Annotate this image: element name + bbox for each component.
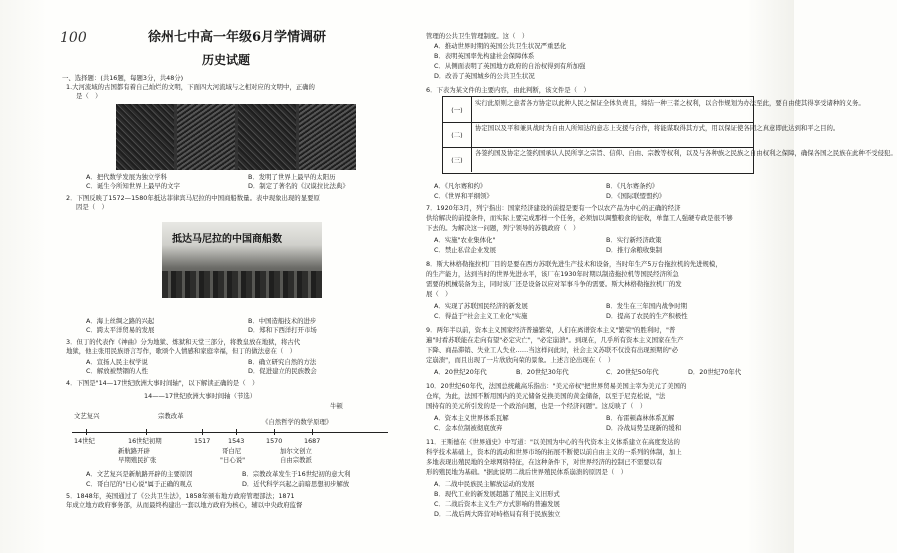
q11-option-b: B．现代工业的新发展超越了殖民主义旧形式: [434, 490, 560, 498]
q11-stem: 11．王斯德在《世界通史》中写道："以美国为中心的当代资本主义体系建立在高度发达的: [426, 438, 680, 446]
q9-option-b: B．20世纪30年代: [516, 368, 569, 376]
q7-option-a: A．实施"农业集体化": [434, 236, 496, 244]
timeline-year: 14世纪: [74, 437, 95, 445]
q5-option-b: B．表明英国率先构建社会保障体系: [434, 52, 535, 60]
q8-option-b: B．发生在三年国内战争时期: [606, 302, 688, 310]
q8-stem: 展（ ）: [426, 290, 452, 298]
q9-stem: 遍"时看苏联能在走向有望"必定灾亡"，"必定崩溃"。到现在，几乎所有资本主义国家在生产: [426, 336, 684, 344]
q10-option-a: A．资本主义世界体系瓦解: [434, 414, 509, 422]
timeline-event: 宗教改革: [158, 412, 184, 420]
q10-option-d: D．冷战局势呈现新的缓和: [606, 424, 682, 432]
q8-option-d: D．提高了农民的生产积极性: [606, 312, 688, 320]
q2-option-d: D．郑和下西洋打开市场: [248, 326, 317, 334]
q9-stem: 9．两年半以前，资本主义国家经济普遍繁荣，人们在离谱资本主义"繁荣"的胜利时，"普: [426, 326, 676, 334]
timeline-label: 牛顿: [330, 402, 343, 410]
q5-option-c: C．从侧面表明了英国地方政府的自治权得到有所加强: [434, 62, 586, 70]
timeline-event: 新航路开辟: [118, 447, 150, 455]
timeline-axis: [72, 432, 388, 433]
q6-option-a: A．《凡尔赛和约》: [434, 182, 487, 190]
q5-stem: 年成立地方政府事务部，从而最终构建出一套以地方政府为核心，辅以中央政府监督: [66, 501, 303, 509]
q10-option-c: C．金本位制被彻底放弃: [434, 424, 503, 432]
q8-option-c: C．得益于"社会主义工业化"实施: [434, 312, 528, 320]
q1-option-d: D．制定了著名的《汉谟拉比法典》: [248, 182, 349, 190]
exam-subtitle: 历史试题: [202, 53, 251, 67]
timeline-year: 1517: [194, 437, 211, 445]
q2-option-c: C．跨太平洋贸易的发展: [86, 326, 155, 334]
q1-stem: 是（ ）: [76, 92, 102, 100]
q11-option-c: C．二战后资本主义生产方式影响的普遍发展: [434, 500, 560, 508]
q5-stem-cont: 管理的公共卫生管理制度。这（ ）: [426, 32, 529, 40]
q6-option-d: D．《国际联盟盟约》: [606, 192, 666, 200]
timeline-tick: [312, 429, 313, 435]
q1-river-photos: [116, 104, 356, 170]
q7-option-d: D．推行余粮收集制: [606, 246, 663, 254]
q8-option-a: A．实现了苏联国民经济的新发展: [434, 302, 528, 310]
timeline-event: "日心说": [220, 456, 246, 464]
timeline-tick: [86, 429, 87, 435]
q7-stem: 7．1920年3月，列宁指出：国家经济建设的前提是要有一个以农产品为中心的正确的经济: [426, 204, 681, 212]
q4-option-c: C．哥白尼的"日心说"属于正确的观点: [86, 480, 193, 488]
timeline-event: 自由宗教派: [280, 456, 312, 464]
timeline-event: 文艺复兴: [74, 412, 100, 420]
q9-stem: 下降、商品滞销、失业工人失业……当这样问此时，社会主义苏联不仅没有出现预期的"必: [426, 346, 679, 354]
q2-stem: 2．下图反映了1572—1580年抵达菲律宾马尼拉的中国商船数量。表中现象出现的显要原: [66, 194, 320, 202]
q7-stem: 下去的。为解决这一问题，列宁领导的苏俄政府（ ）: [426, 224, 580, 232]
timeline-event: 早期殖民扩张: [118, 456, 157, 464]
q3-stem: 地狱，他主张用民族语言写作，歌颂个人情感和家庭幸福，但丁的做法意在（ ）: [66, 347, 297, 355]
q11-stem: 形的殖民地为基础。"据此说明二战后世界殖民体系崩溃的原因是（ ）: [426, 468, 628, 476]
q2-ship-image: [162, 222, 322, 298]
q8-stem: 需要的机械装备为主，同时该厂还是设备以应对军事斗争的需要。斯大林格勒拖拉机厂的发: [426, 280, 682, 288]
q1-option-b: B．发明了世界上最早的太阳历: [248, 173, 336, 181]
q7-option-b: B．实行新经济政策: [606, 236, 662, 244]
q6-table-row: (二) 协定国以及平和兼具战时为自由人所知达的意志上支援与合作，将能谋取得其方式，用以保证使各同之真意即此达到和平之目的。: [443, 122, 753, 148]
q1-stem: 1.大河流域的古国都有着自己灿烂的文明，下面四大河流域与之相对应的文明中，正确的: [66, 83, 315, 91]
q2-stem: 因是（ ）: [76, 203, 108, 211]
timeline-tick: [274, 429, 275, 435]
q10-stem: 国持有的美元所引发的是一个政治问题，也是一个经济问题"。这反映了（ ）: [426, 402, 647, 410]
q5-option-a: A．推动世界时期的英国公共卫生状况严重恶化: [434, 42, 567, 50]
section-heading: 一、选择题：(共16题，每题3分，共48分): [62, 74, 184, 82]
timeline-year: 16世纪初期: [128, 437, 162, 445]
q1-option-c: C．诞生今所知世界上最早的文字: [86, 182, 180, 190]
exam-title: 徐州七中高一年级6月学情调研: [148, 30, 327, 45]
q3-option-b: B．确立研究自然的方法: [248, 358, 317, 366]
timeline-event: 《自然哲学的数学原理》: [262, 418, 333, 426]
timeline-tick: [236, 429, 237, 435]
timeline-year: 1570: [266, 437, 283, 445]
q4-stem: 4．下图是"14—17世纪欧洲大事时间轴"，以下解读正确的是（ ）: [66, 379, 259, 387]
q10-option-b: B．布雷顿森林体系瓦解: [606, 414, 675, 422]
timeline-title: 14——17世纪欧洲大事时间轴（节选）: [144, 392, 257, 400]
q6-option-c: C．《世界和平纲领》: [434, 192, 493, 200]
q1-option-a: A．把代数学发展为独立学科: [86, 173, 168, 181]
timeline-year: 1687: [304, 437, 321, 445]
q6-stem: 6．下表为某文件的主要内容，由此判断，该文件是（ ）: [426, 86, 590, 94]
q4-option-a: A．文艺复兴是新航路开辟的主要原因: [86, 470, 193, 478]
timeline-tick: [146, 429, 147, 435]
q2-option-b: B．中国造船技术的进步: [248, 317, 317, 325]
q9-option-a: A．20世纪20年代: [434, 368, 487, 376]
q9-option-d: D．20世纪70年代: [688, 368, 742, 376]
q3-option-c: C．解放被禁锢的人性: [86, 367, 148, 375]
q11-stem: 科学技术基础上，资本的流动和世界市场的拓展不断使以前自由主义的一系列的体制，加上: [426, 448, 682, 456]
q2-option-a: A．海上丝绸之路的兴起: [86, 317, 155, 325]
q10-stem: 10．20世纪60年代，法国总统戴高乐指出："美元帝权"把世界贸易美国主宰为美元了美国的: [426, 382, 687, 390]
q8-stem: 8．斯大林格勒拖拉机厂目的是要在西方苏联先进生产技术和设备，当时年生产5万台拖拉机的先进规模，: [426, 260, 722, 268]
q3-option-a: A．宣扬人民主权学说: [86, 358, 148, 366]
q11-option-d: D．二战后两大阵营对峙格局有利于民族独立: [434, 510, 561, 518]
q3-stem: 3．但丁的代表作《神曲》分为地狱、炼狱和天堂三部分，将教皇放在地狱，将古代: [66, 338, 301, 346]
q6-table: [442, 96, 897, 174]
q4-option-d: D．近代科学兴起之前暗思想初步解放: [242, 480, 350, 488]
timeline-tick: [202, 429, 203, 435]
q7-option-c: C．禁止私营企业发展: [434, 246, 496, 254]
q3-option-d: D．促进建立的民族教会: [248, 367, 317, 375]
q6-option-b: B．《凡尔赛条约》: [606, 182, 659, 190]
q2-image-title: 抵达马尼拉的中国商船数: [172, 234, 282, 245]
q6-table-row: (一) 实行此原则之意者各方协定以此种人民之保证全体负责且，缔结一种三者之权利，以合作规划为办法至此，要自由使其得享受诸种的义务。: [443, 97, 753, 123]
q7-stem: 供给解决的前提条件，而实际上要完成那样一个任务，必须加以调整粮食的征收，单靠工人强硬专政是很不够: [426, 214, 733, 222]
score-mark: 100: [60, 30, 87, 46]
q6-table-row: (三) 各签约国及协定之签约国承认人民所享之宗旨、信仰、自由、宗教等权利，以及与各种族之民族之自由权利之保障，确保各国之民族在此种不受侵犯。: [443, 147, 753, 172]
q9-option-c: C．20世纪50年代: [606, 368, 659, 376]
q9-stem: 定崩溃"，而且出现了一片欣欣向荣的景象。上述言论出现在（ ）: [426, 356, 615, 364]
timeline-year: 1543: [228, 437, 245, 445]
q8-stem: 的生产能力，达到当时的世界先进水平，该厂在1930年时期以制造拖拉机等国民经济所急: [426, 270, 679, 278]
q5-option-d: D．改善了英国城乡的公共卫生状况: [434, 72, 535, 80]
q11-option-a: A．二战中民族民主解放运动的发展: [434, 480, 535, 488]
q4-option-b: B．宗教改革发生于16世纪初的意大利: [242, 470, 351, 478]
timeline-event: 加尔文创立: [280, 447, 312, 455]
q5-stem: 5．1848年，英国通过了《公共卫生法》，1858年颁布地方政府管理部法；1871: [66, 492, 295, 500]
q11-stem: 多地表现出殖民地的全球网络特征，在这种条件下，对世界经济的控制已不需要以有: [426, 458, 663, 466]
q10-stem: 仓库，为此，法国不断用国内的美元储备兑换美国的黄金储备，以至于尼克松说，"法: [426, 392, 666, 400]
timeline-event: 哥白尼: [222, 447, 242, 455]
